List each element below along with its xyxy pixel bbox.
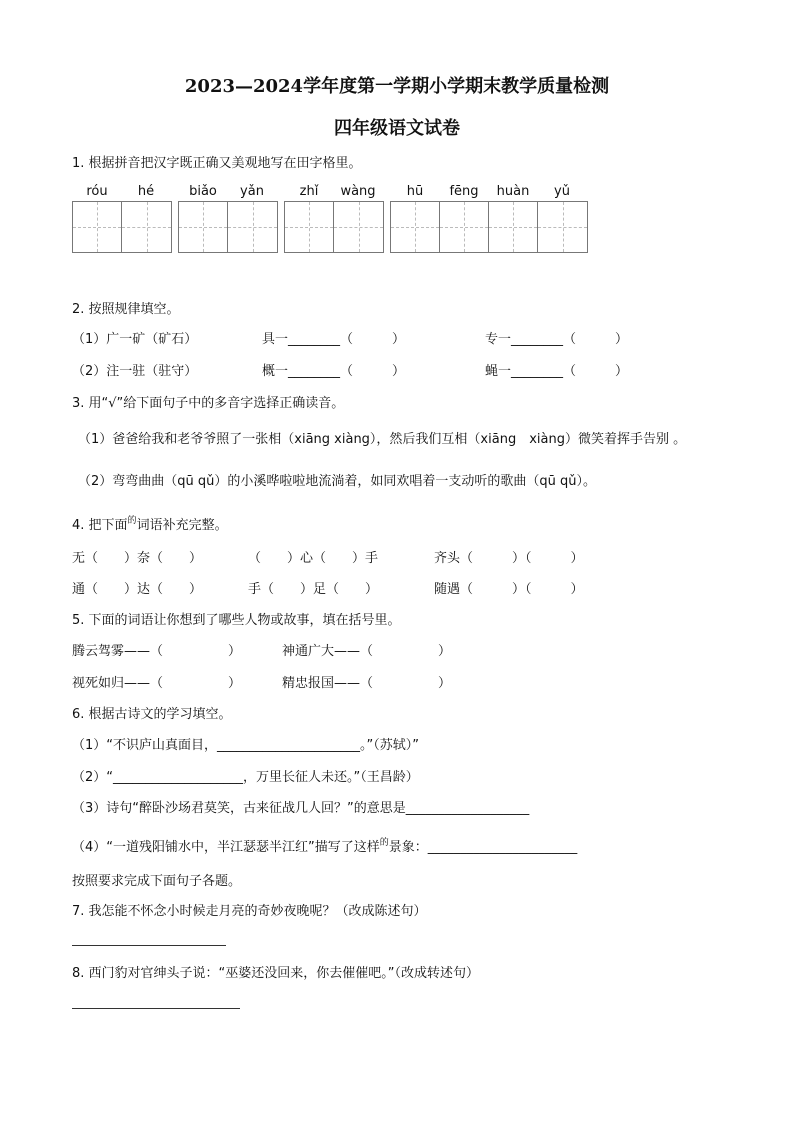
q6-item-2[interactable]: （2）“____________________，万里长征人未还。”（王昌龄） [72,770,419,785]
q5-blank[interactable]: 精忠报国——（ ） [282,676,452,691]
q3-item-2: （2）弯弯曲曲（qū qǔ）的小溪哗啦啦地流淌着，如同欢唱着一支动听的歌曲（qū qǔ）。 [78,474,597,489]
q6-prompt: 6. 根据古诗文的学习填空。 [72,707,232,722]
q2-blank[interactable]: 具一________（ ） [262,332,406,347]
pinyin-label: fēng [449,184,479,199]
exam-title: 2023—2024学年度第一学期小学期末教学质量检测 [184,76,610,97]
q8-answer-line[interactable] [72,1008,240,1009]
pinyin-label: yǎn [240,184,264,199]
q4-prompt: 4. 把下面$^的$词语补充完整。 [72,516,228,533]
q4-blank-group[interactable]: 通（ ）达（ ） [72,582,203,597]
tianzige-group [390,201,588,253]
q8-prompt: 8. 西门豹对官绅头子说：“巫婆还没回来，你去催催吧。”（改成转述句） [72,966,480,981]
pinyin-label: yǔ [554,184,570,199]
q6-item-4[interactable]: （4）“一道残阳铺水中，半江瑟瑟半江红”描写了这样$^的$景象：_______________________ [72,838,578,855]
tianzige-group [72,201,172,253]
tianzige-group [178,201,278,253]
q6-item-3[interactable]: （3）诗句“醉卧沙场君莫笑，古来征战几人回？”的意思是___________________ [72,801,530,816]
tianzige-group [284,201,384,253]
q2-blank[interactable]: 蝇一________（ ） [485,364,629,379]
q2-blank[interactable]: 概一________（ ） [262,364,406,379]
pinyin-label: hé [137,184,155,199]
tianzige-cell[interactable] [285,202,334,252]
q5-blank[interactable]: 神通广大——（ ） [282,644,452,659]
pinyin-label: wàng [340,184,376,199]
q6-item-1[interactable]: （1）“不识庐山真面目，______________________。”（苏轼）” [72,738,419,753]
tianzige-cell[interactable] [122,202,171,252]
q2-blank[interactable]: 专一________（ ） [485,332,629,347]
q4-blank-group[interactable]: 随遇（ ）（ ） [434,582,584,597]
q2-example-1: （1）广一矿（矿石） [72,332,198,347]
q2-prompt: 2. 按照规律填空。 [72,302,180,317]
pinyin-label: huàn [496,184,530,199]
q2-example-2: （2）注一驻（驻守） [72,364,198,379]
tianzige-cell[interactable] [228,202,277,252]
tianzige-cell[interactable] [538,202,587,252]
q3-item-1: （1）爸爸给我和老爷爷照了一张相（xiāng xiàng），然后我们互相（xiāng xiàng）微笑着挥手告别 。 [78,432,687,447]
q5-blank[interactable]: 视死如归——（ ） [72,676,242,691]
tianzige-cell[interactable] [73,202,122,252]
pinyin-label: hū [406,184,424,199]
tianzige-cell[interactable] [489,202,538,252]
q4-blank-group[interactable]: 手（ ）足（ ） [248,582,379,597]
section-instruction: 按照要求完成下面句子各题。 [72,874,242,889]
q4-blank-group[interactable]: （ ）心（ ）手 [248,551,379,566]
q3-prompt: 3. 用“√”给下面句子中的多音字选择正确读音。 [72,396,345,411]
tianzige-cell[interactable] [391,202,440,252]
tianzige-cell[interactable] [179,202,228,252]
pinyin-label: róu [86,184,108,199]
q7-answer-line[interactable] [72,945,226,946]
q5-prompt: 5. 下面的词语让你想到了哪些人物或故事，填在括号里。 [72,613,401,628]
q4-blank-group[interactable]: 齐头（ ）（ ） [434,551,584,566]
tianzige-cell[interactable] [440,202,489,252]
exam-subtitle: 四年级语文试卷 [334,118,460,139]
q7-prompt: 7. 我怎能不怀念小时候走月亮的奇妙夜晚呢？（改成陈述句） [72,904,427,919]
tianzige-cell[interactable] [334,202,383,252]
q5-blank[interactable]: 腾云驾雾——（ ） [72,644,242,659]
q4-blank-group[interactable]: 无（ ）奈（ ） [72,551,203,566]
pinyin-label: biǎo [189,184,217,199]
q1-prompt: 1. 根据拼音把汉字既正确又美观地写在田字格里。 [72,156,362,171]
pinyin-label: zhǐ [299,184,319,199]
